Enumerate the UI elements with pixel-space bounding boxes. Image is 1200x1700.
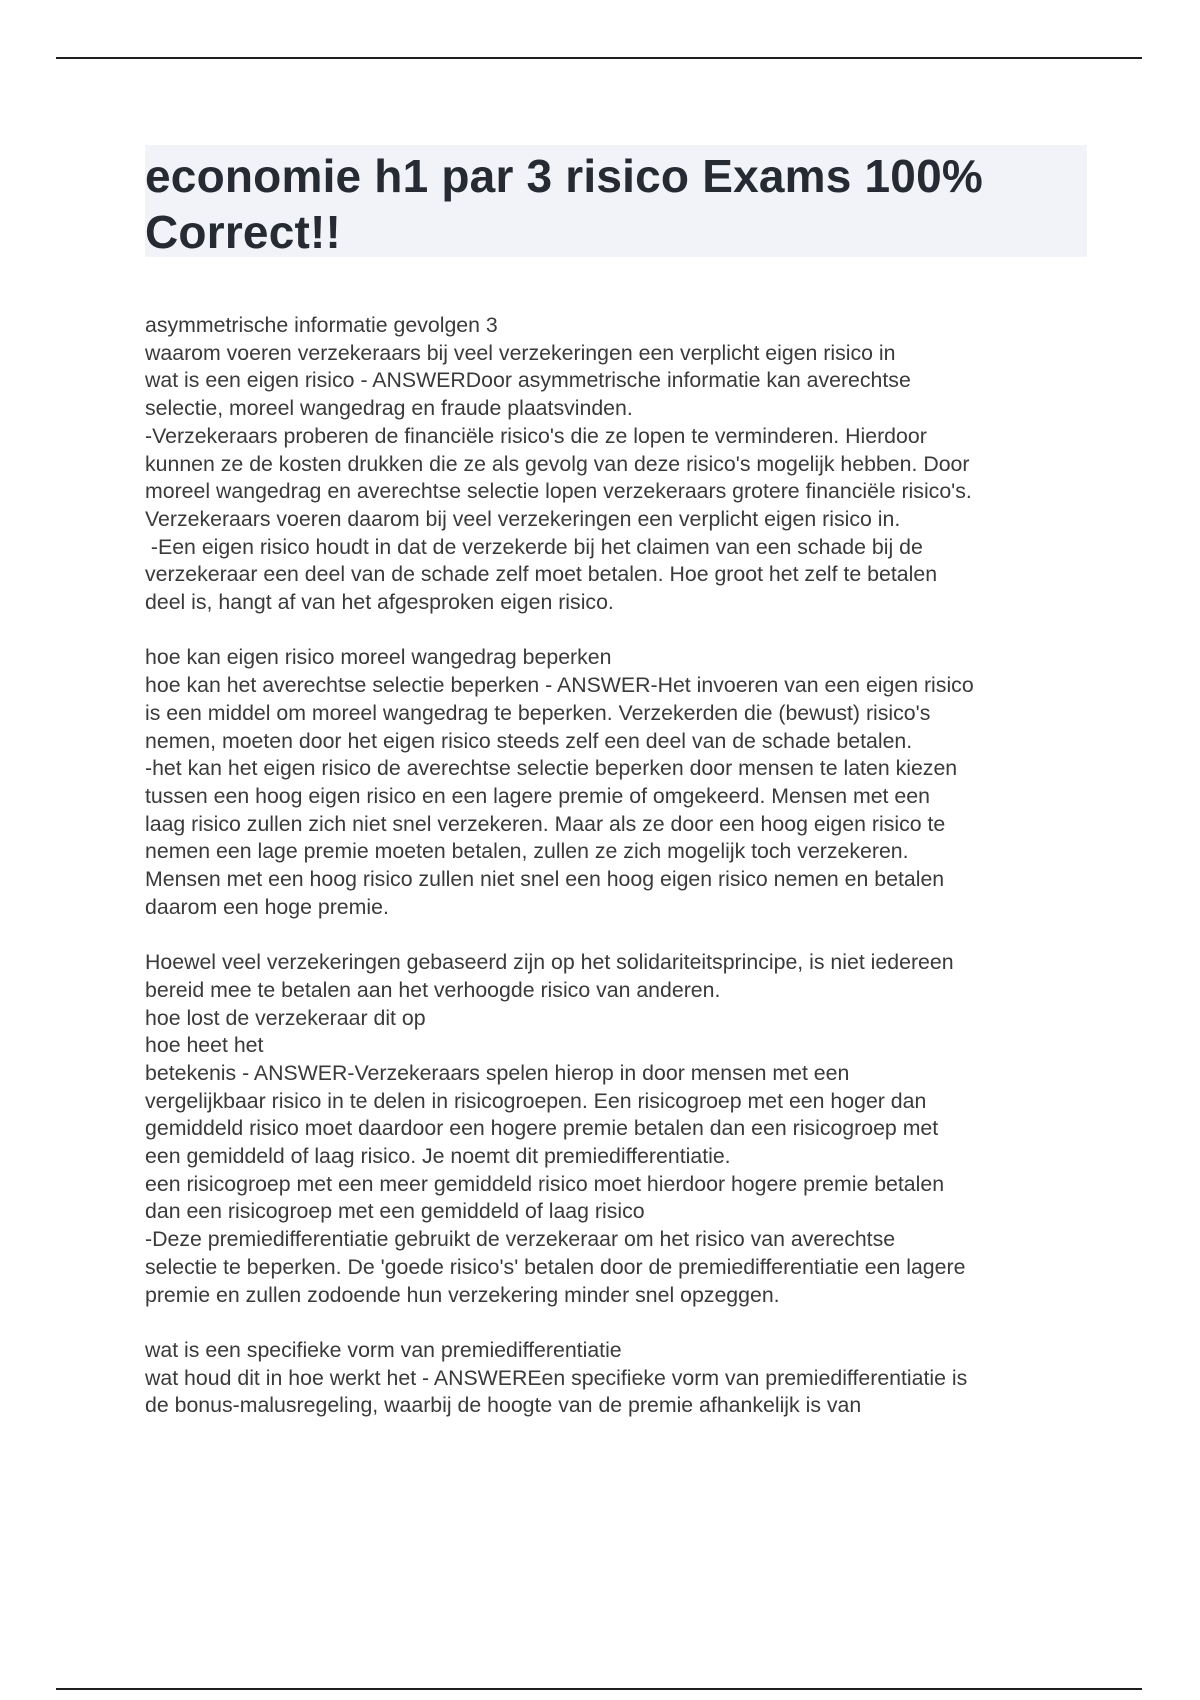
text-line: kunnen ze de kosten drukken die ze als gevolg van deze risico's mogelijk hebben. Door xyxy=(145,451,970,476)
text-line: wat is een eigen risico - ANSWERDoor asymmetrische informatie kan averechtse xyxy=(145,368,911,393)
qa-block-3 xyxy=(145,949,1095,1309)
text-line: vergelijkbaar risico in te delen in risicogroepen. Een risicogroep met een hoger dan xyxy=(145,1088,927,1113)
text-line: verzekeraar een deel van de schade zelf moet betalen. Hoe groot het zelf te betalen xyxy=(145,562,938,587)
text-line: wat houd dit in hoe werkt het - ANSWEREen specifieke vorm van premiedifferentiatie is xyxy=(145,1365,968,1390)
document-body xyxy=(145,312,1095,1448)
text-line: moreel wangedrag en averechtse selectie lopen verzekeraars grotere financiële risico's. xyxy=(145,479,972,504)
text-line: hoe lost de verzekeraar dit op xyxy=(145,1005,426,1030)
qa-block-2 xyxy=(145,644,1095,921)
text-line: Hoewel veel verzekeringen gebaseerd zijn op het solidariteitsprincipe, is niet iedereen xyxy=(145,950,954,975)
text-line: deel is, hangt af van het afgesproken eigen risico. xyxy=(145,590,614,615)
text-line: -Deze premiedifferentiatie gebruikt de verzekeraar om het risico van averechtse xyxy=(145,1227,896,1252)
text-line: dan een risicogroep met een gemiddeld of laag risico xyxy=(145,1199,645,1224)
text-line: nemen, moeten door het eigen risico steeds zelf een deel van de schade betalen. xyxy=(145,728,913,753)
text-line: selectie te beperken. De 'goede risico's' betalen door de premiedifferentiatie een lagere xyxy=(145,1254,966,1279)
text-line: -Een eigen risico houdt in dat de verzekerde bij het claimen van een schade bij de xyxy=(145,534,923,559)
text-line: -Verzekeraars proberen de financiële risico's die ze lopen te verminderen. Hierdoor xyxy=(145,423,927,448)
text-line: wat is een specifieke vorm van premiedifferentiatie xyxy=(145,1337,622,1362)
text-line: hoe kan eigen risico moreel wangedrag beperken xyxy=(145,645,612,670)
text-line: premie en zullen zodoende hun verzekering minder snel opzeggen. xyxy=(145,1282,780,1307)
text-line: hoe heet het xyxy=(145,1033,264,1058)
text-line: tussen een hoog eigen risico en een lagere premie of omgekeerd. Mensen met een xyxy=(145,783,930,808)
text-line: is een middel om moreel wangedrag te beperken. Verzekerden die (bewust) risico's xyxy=(145,700,931,725)
text-line: nemen een lage premie moeten betalen, zullen ze zich mogelijk toch verzekeren. xyxy=(145,839,909,864)
text-line: laag risico zullen zich niet snel verzekeren. Maar als ze door een hoog eigen risico te xyxy=(145,811,946,836)
text-line: -het kan het eigen risico de averechtse selectie beperken door mensen te laten kiezen xyxy=(145,756,958,781)
title-banner xyxy=(145,145,1087,257)
text-line: asymmetrische informatie gevolgen 3 xyxy=(145,313,498,337)
text-line: betekenis - ANSWER-Verzekeraars spelen hierop in door mensen met een xyxy=(145,1060,850,1085)
text-line: Mensen met een hoog risico zullen niet snel een hoog eigen risico nemen en betalen xyxy=(145,867,945,892)
text-line: een gemiddeld of laag risico. Je noemt dit premiedifferentiatie. xyxy=(145,1144,731,1169)
text-line: hoe kan het averechtse selectie beperken - ANSWER-Het invoeren van een eigen risico xyxy=(145,673,974,698)
text-line: een risicogroep met een meer gemiddeld risico moet hierdoor hogere premie betalen xyxy=(145,1171,945,1196)
text-line: selectie, moreel wangedrag en fraude plaatsvinden. xyxy=(145,396,633,421)
qa-block-4 xyxy=(145,1337,1095,1420)
document-title: economie h1 par 3 risico Exams 100% Correct!! xyxy=(145,150,983,258)
header-rule xyxy=(56,57,1142,59)
text-line: daarom een hoge premie. xyxy=(145,894,389,919)
text-line: Verzekeraars voeren daarom bij veel verzekeringen een verplicht eigen risico in. xyxy=(145,506,901,531)
text-line: waarom voeren verzekeraars bij veel verzekeringen een verplicht eigen risico in xyxy=(145,340,896,365)
text-line: de bonus-malusregeling, waarbij de hoogte van de premie afhankelijk is van xyxy=(145,1393,862,1418)
qa-block-1 xyxy=(145,312,1095,617)
text-line: gemiddeld risico moet daardoor een hogere premie betalen dan een risicogroep met xyxy=(145,1116,939,1141)
text-line: bereid mee te betalen aan het verhoogde risico van anderen. xyxy=(145,977,721,1002)
footer-rule xyxy=(56,1688,1142,1690)
